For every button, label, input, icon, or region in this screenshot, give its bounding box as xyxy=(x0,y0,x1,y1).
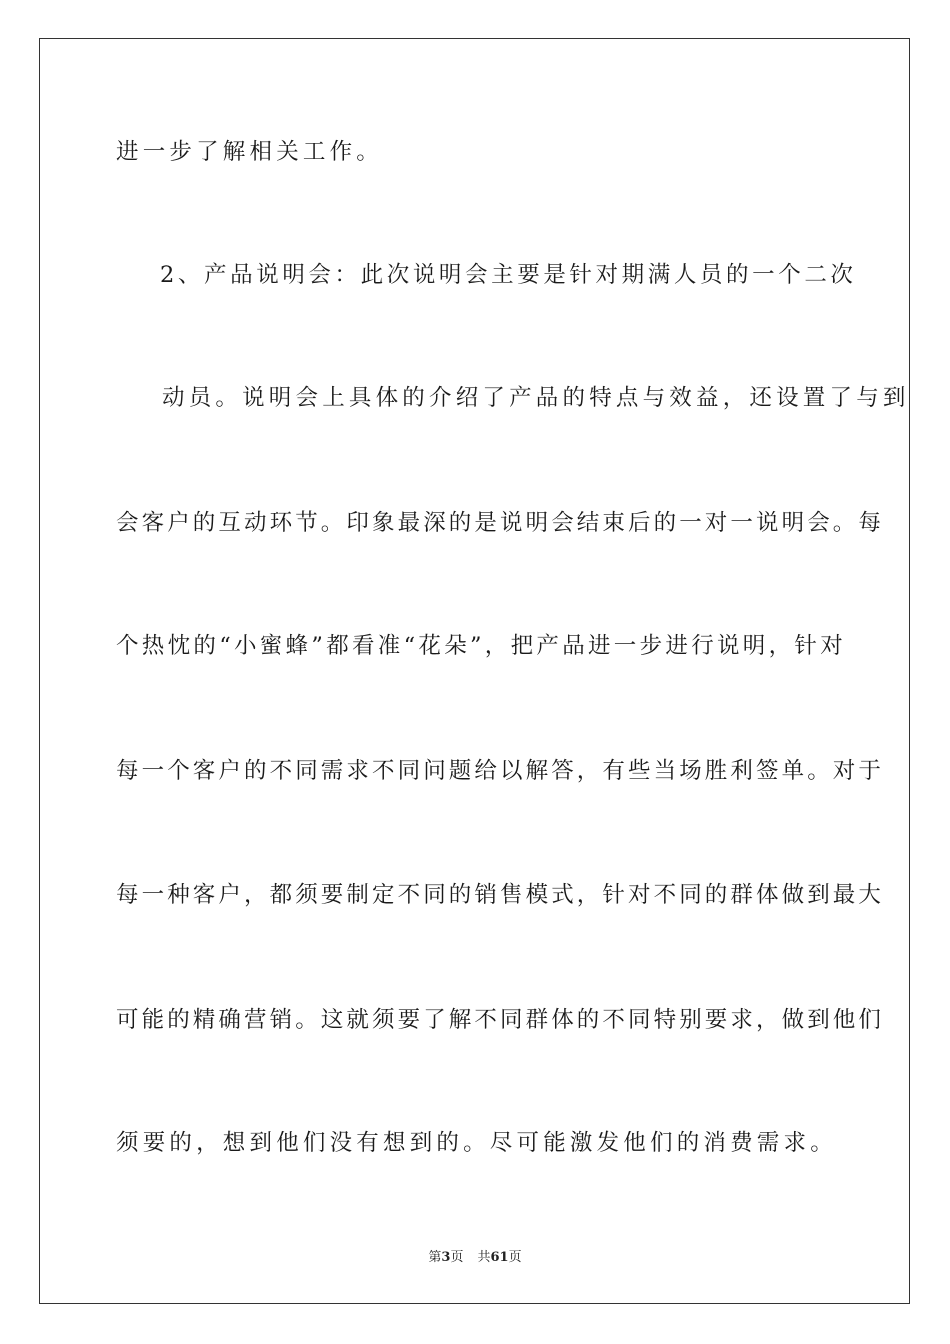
footer-total-pages: 61 xyxy=(490,1250,509,1265)
page-frame xyxy=(39,38,910,1304)
body-line-1: 进一步了解相关工作。 xyxy=(116,139,384,165)
footer-page-suffix: 页 xyxy=(450,1250,464,1265)
body-line-6: 每一个客户的不同需求不同问题给以解答，有些当场胜利签单。对于 xyxy=(116,758,885,784)
footer-page-number: 3 xyxy=(441,1250,451,1265)
body-line-9: 须要的，想到他们没有想到的。尽可能激发他们的消费需求。 xyxy=(116,1130,837,1156)
body-line-8: 可能的精确营销。这就须要了解不同群体的不同特别要求，做到他们 xyxy=(116,1007,885,1033)
footer-total-prefix: 共 xyxy=(477,1250,491,1265)
body-line-5: 个热忱的“小蜜蜂”都看准“花朵”，把产品进一步进行说明，针对 xyxy=(116,633,847,659)
body-line-2: 2、产品说明会：此次说明会主要是针对期满人员的一个二次 xyxy=(160,262,857,288)
body-line-3: 动员。说明会上具体的介绍了产品的特点与效益，还设置了与到 xyxy=(162,385,910,411)
footer-page-prefix: 第 xyxy=(428,1250,442,1265)
page-footer xyxy=(0,1249,950,1267)
body-line-7: 每一种客户，都须要制定不同的销售模式，针对不同的群体做到最大 xyxy=(116,882,885,908)
body-line-4: 会客户的互动环节。印象最深的是说明会结束后的一对一说明会。每 xyxy=(116,510,885,536)
footer-total-suffix: 页 xyxy=(508,1250,522,1265)
